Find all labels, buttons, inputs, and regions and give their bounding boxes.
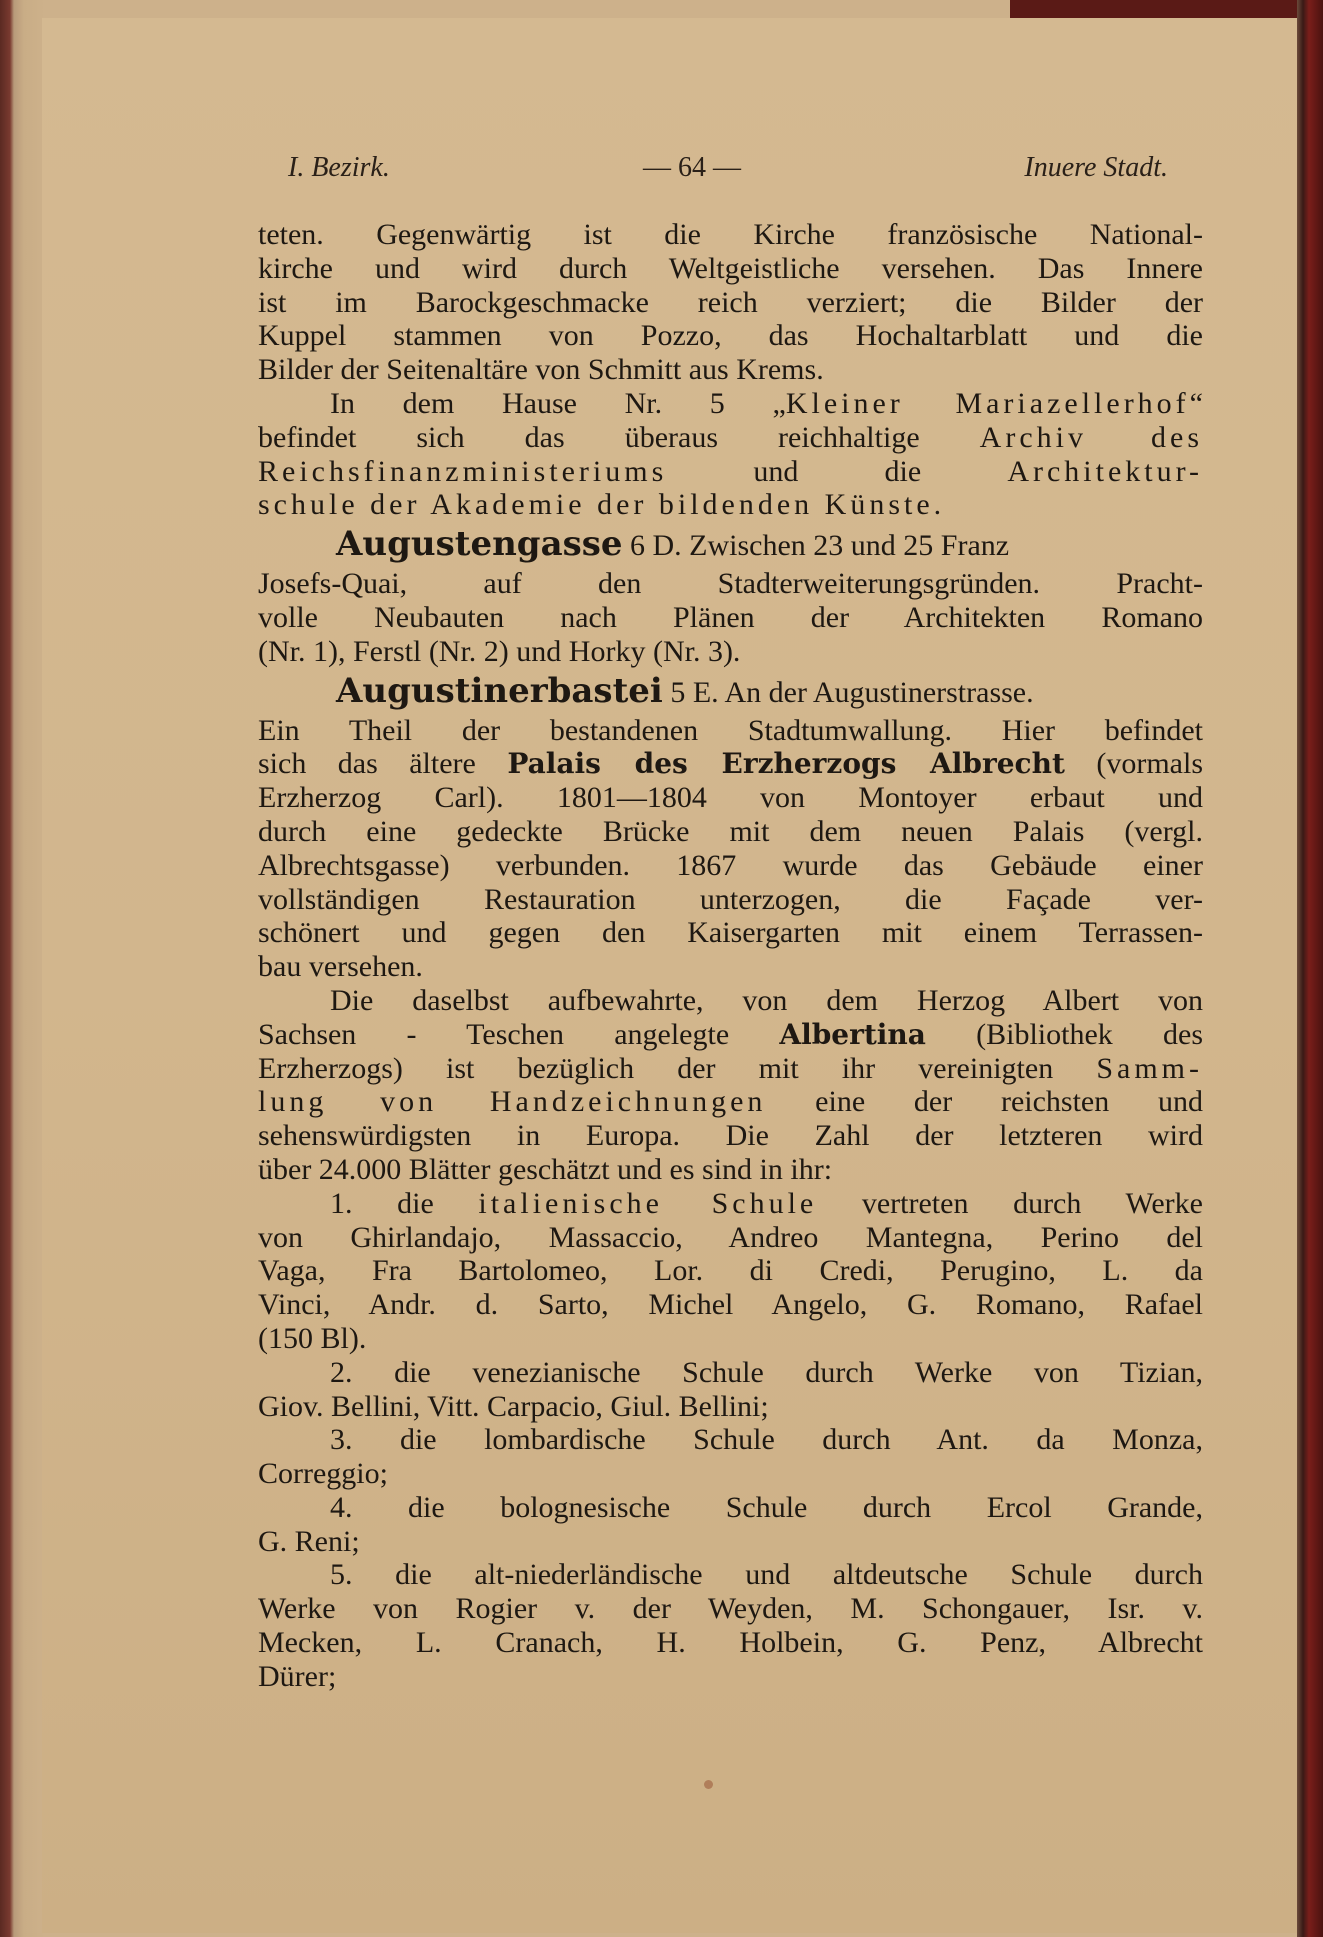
text-line: (150 Bl). [258,1321,367,1355]
text-line: schönert und gegen den Kaisergarten mit einem Terrassen- [258,916,1203,950]
text-line: Sachsen - Teschen angelegte Albertina (Bibliothek des [258,1017,1203,1051]
text-line: 5. die alt-niederländische und altdeutsche Schule durch [330,1558,1203,1592]
text-line: (Nr. 1), Ferstl (Nr. 2) und Horky (Nr. 3). [258,634,741,668]
text-line: Josefs-Quai, auf den Stadterweiterungsgründen. Pracht- [258,567,1203,601]
text-line: befindet sich das überaus reichhaltige Archiv des [258,420,1204,454]
spaced-name: Kleiner Mariazellerhof [785,386,1190,420]
bold-name: Albertina [779,1017,926,1051]
headword: Augustinerbastei [336,670,663,711]
text-line: Dürer; [258,1659,337,1693]
text-line: 1. die italienische Schule vertreten durch Werke [330,1186,1203,1220]
text-line: von Ghirlandajo, Massaccio, Andreo Mantegna, Perino del [258,1220,1203,1254]
text-line: Vaga, Fra Bartolomeo, Lor. di Credi, Perugino, L. da [258,1254,1203,1288]
text-line: vollständigen Restauration unterzogen, die Façade ver- [258,882,1203,916]
text-line: teten. Gegenwärtig ist die Kirche französische National- [258,218,1203,251]
page-body [258,218,1203,1694]
header-district: I. Bezirk. [288,152,390,183]
text-line: Vinci, Andr. d. Sarto, Michel Angelo, G. Romano, Rafael [258,1288,1203,1322]
spaced-name: Archiv des [979,420,1204,454]
text-line: 4. die bolognesische Schule durch Ercol Grande, [330,1490,1203,1524]
text-line: In dem Hause Nr. 5 „Kleiner Mariazellerhof“ [330,386,1203,420]
text-line: bau versehen. [258,950,423,984]
text-line: lung von Handzeichnungen eine der reichsten und [258,1085,1203,1119]
text-line: Ein Theil der bestandenen Stadtumwallung. Hier befindet [258,713,1203,747]
ink-dot [704,1780,713,1789]
text-line: Die daselbst aufbewahrte, von dem Herzog Albert von [330,983,1203,1017]
text-line: sehenswürdigsten in Europa. Die Zahl der letzteren wird [258,1119,1203,1153]
text-line: Albrechtsgasse) verbunden. 1867 wurde das Gebäude einer [258,848,1203,882]
text-line: Bilder der Seitenaltäre von Schmitt aus Krems. [258,353,824,387]
text-line: Erzherzog Carl). 1801—1804 von Montoyer erbaut und [258,781,1203,815]
text-line: schule der Akademie der bildenden Künste. [258,488,946,522]
spaced-name: Samm- [1096,1051,1203,1085]
text-line: Reichsfinanzministeriums und die Architektur- [258,454,1203,488]
text-line: 2. die venezianische Schule durch Werke von Tizian, [330,1355,1203,1389]
bold-name: Palais des Erzherzogs Albrecht [507,747,1065,781]
entry-augustinerbastei: Augustinerbastei 5 E. An der Augustinerstrasse. [258,669,1203,714]
header-section: Inuere Stadt. [1024,152,1168,183]
headword: Augustengasse [336,524,623,565]
text-line: ist im Barockgeschmacke reich verziert; die Bilder der [258,285,1203,319]
spaced-name: italienische Schule [478,1186,818,1220]
text-line: Giov. Bellini, Vitt. Carpacio, Giul. Bellini; [258,1389,769,1423]
spaced-name: Reichsfinanzministeriums [258,454,668,488]
spaced-name: Architektur- [1007,454,1203,488]
text-line: G. Reni; [258,1524,360,1558]
text-line: über 24.000 Blätter geschätzt und es sind in ihr: [258,1152,833,1186]
text-line: Kuppel stammen von Pozzo, das Hochaltarblatt und die [258,319,1203,353]
binding-edge [1297,0,1323,1937]
text-line: volle Neubauten nach Plänen der Architekten Romano [258,600,1203,634]
text-line: sich das ältere Palais des Erzherzogs Albrecht (vormals [258,747,1204,781]
binding-top-band [1010,0,1300,20]
text-line: Erzherzogs) ist bezüglich der mit ihr vereinigten Samm- [258,1051,1203,1085]
text-line: kirche und wird durch Weltgeistliche versehen. Das Innere [258,251,1203,285]
text-line: Correggio; [258,1457,388,1491]
page-number: — 64 — [643,152,741,183]
running-header [288,152,1168,192]
text-line: Werke von Rogier v. der Weyden, M. Schongauer, Isr. v. [258,1592,1203,1626]
text-line: durch eine gedeckte Brücke mit dem neuen Palais (vergl. [258,814,1203,848]
spaced-name: lung von Handzeichnungen [258,1085,767,1119]
text-line: 3. die lombardische Schule durch Ant. da Monza, [330,1423,1203,1457]
text-line: Mecken, L. Cranach, H. Holbein, G. Penz, Albrecht [258,1626,1203,1660]
entry-augustengasse: Augustengasse 6 D. Zwischen 23 und 25 Franz [258,522,1203,567]
